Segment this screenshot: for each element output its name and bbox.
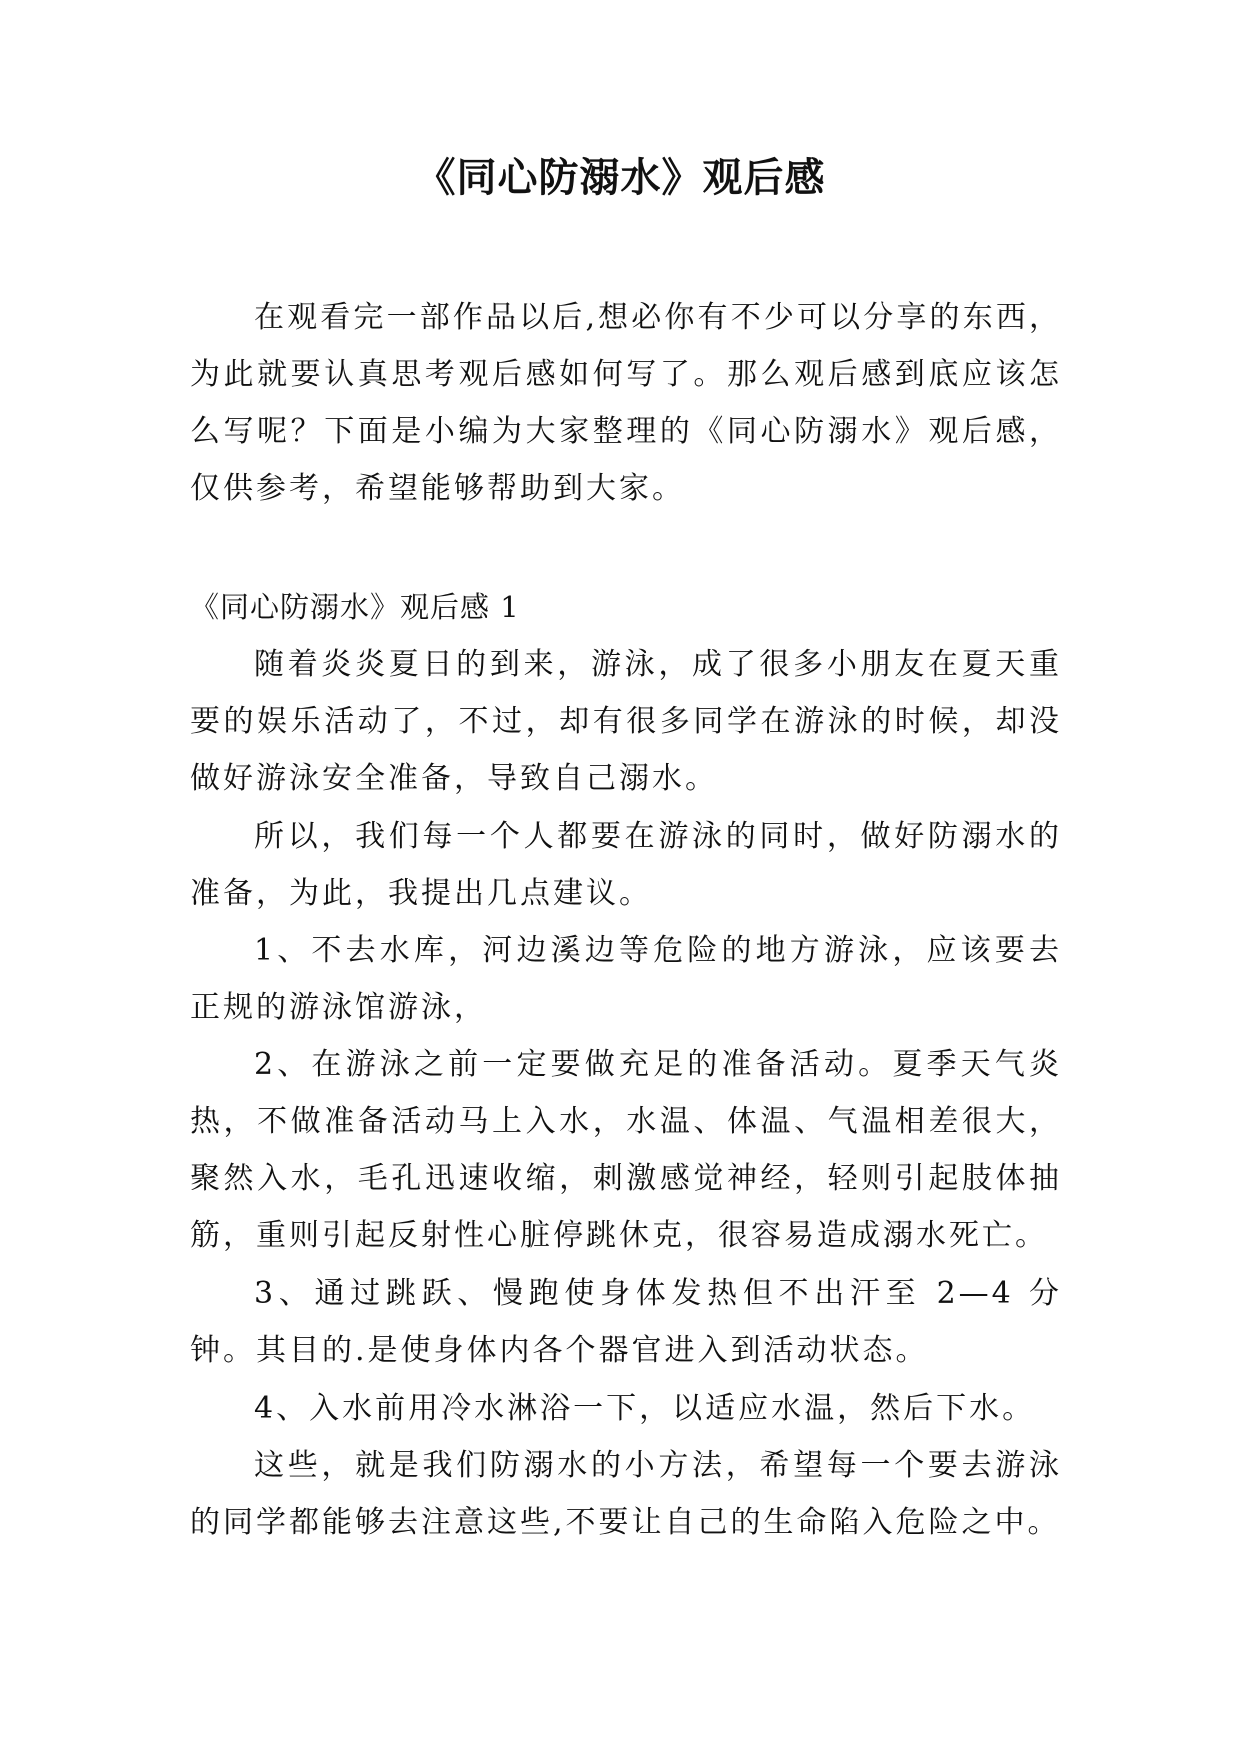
paragraph-suggestion-1: 1、不去水库，河边溪边等危险的地方游泳，应该要去正规的游泳馆游泳， xyxy=(190,933,1062,1025)
paragraph-suggestions-intro: 所以，我们每一个人都要在游泳的同时，做好防溺水的准备，为此，我提出几点建议。 xyxy=(190,819,1062,911)
paragraph-suggestion-2: 2、在游泳之前一定要做充足的准备活动。夏季天气炎热，不做准备活动马上入水，水温、体温、气温相差很大，聚然入水，毛孔迅速收缩，刺激感觉神经，轻则引起肢体抽筋，重则引起反射性心脏停跳休克，很容易造成溺水死亡。 xyxy=(190,1047,1062,1253)
paragraph-suggestion-4: 4、入水前用冷水淋浴一下，以适应水温，然后下水。 xyxy=(254,1391,1036,1426)
paragraph-suggestion-3: 3、通过跳跃、慢跑使身体发热但不出汗至 2—4 分钟。其目的.是使身体内各个器官进入到活动状态。 xyxy=(190,1276,1062,1368)
document-title: 《同心防溺水》观后感 xyxy=(415,155,826,201)
paragraph-conclusion: 这些，就是我们防溺水的小方法，希望每一个要去游泳的同学都能够去注意这些,不要让自己的生命陷入危险之中。 xyxy=(190,1448,1062,1540)
intro-paragraph: 在观看完一部作品以后,想必你有不少可以分享的东西，为此就要认真思考观后感如何写了。那么观后感到底应该怎么写呢？下面是小编为大家整理的《同心防溺水》观后感，仅供参考，希望能够帮助到大家。 xyxy=(190,300,1062,506)
section-heading: 《同心防溺水》观后感 1 xyxy=(190,590,520,624)
paragraph-summer-swimming: 随着炎炎夏日的到来，游泳，成了很多小朋友在夏天重要的娱乐活动了，不过，却有很多同学在游泳的时候，却没做好游泳安全准备，导致自己溺水。 xyxy=(190,647,1062,796)
